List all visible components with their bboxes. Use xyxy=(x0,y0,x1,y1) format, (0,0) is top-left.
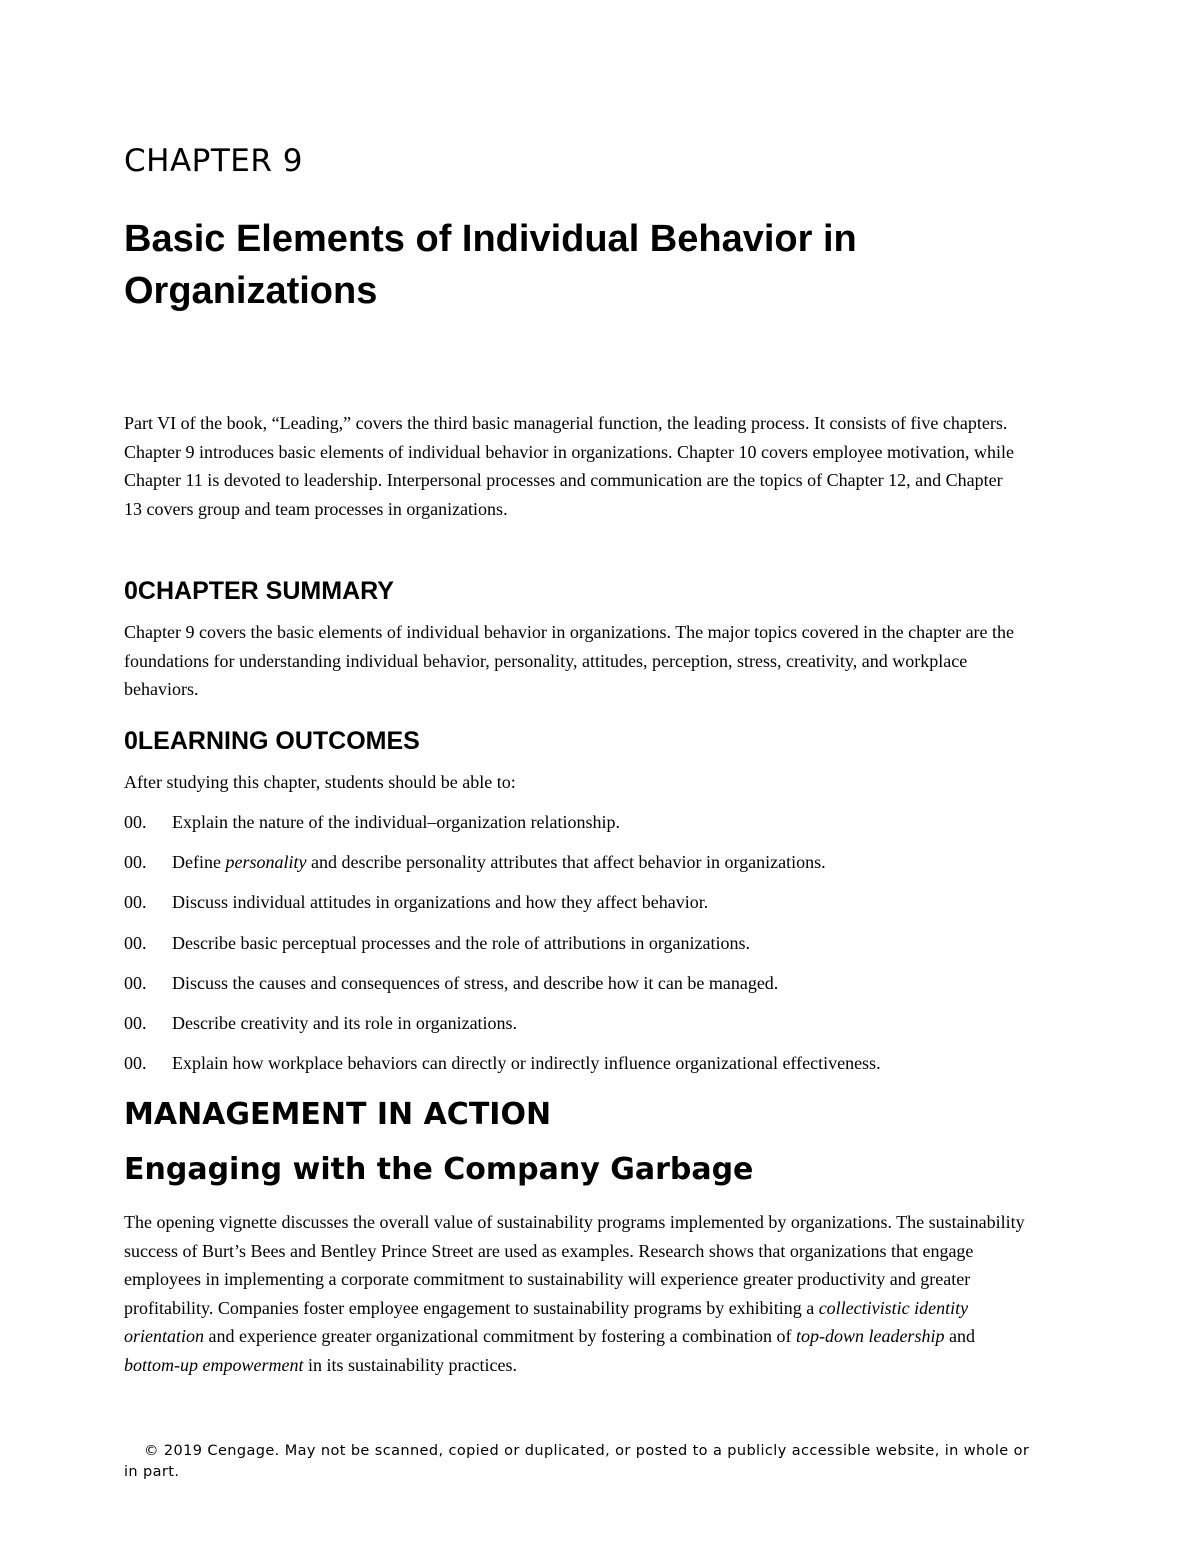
list-item xyxy=(124,1009,1044,1049)
list-item-number: 00. xyxy=(124,972,147,993)
list-item-text: Explain how workplace behaviors can directly or indirectly influence organizational effectiveness. xyxy=(172,1053,881,1074)
copyright-footer: © 2019 Cengage. May not be scanned, copied or duplicated, or posted to a publicly accessible website, in whole or in part. xyxy=(124,1443,1030,1480)
list-item xyxy=(124,888,1044,928)
list-item-number: 00. xyxy=(124,852,147,873)
list-item-text: Explain the nature of the individual–organization relationship. xyxy=(172,812,621,832)
list-item xyxy=(124,808,1044,848)
chapter-label: CHAPTER 9 xyxy=(124,143,303,179)
management-in-action-heading: MANAGEMENT IN ACTION xyxy=(124,1097,552,1132)
list-item-text: Describe creativity and its role in organizations. xyxy=(172,1012,518,1033)
vignette-title: Engaging with the Company Garbage xyxy=(124,1152,754,1187)
chapter-title: Basic Elements of Individual Behavior in Organizations xyxy=(124,218,857,312)
list-item-number: 00. xyxy=(124,932,147,953)
list-item xyxy=(124,929,1044,969)
chapter-summary-heading: 0CHAPTER SUMMARY xyxy=(124,577,394,605)
list-item xyxy=(124,848,1044,888)
emphasis-term: top-down leadership xyxy=(795,1326,945,1346)
intro-paragraph: Part VI of the book, “Leading,” covers the third basic managerial function, the leading process. It consists of five chapters. Chapter 9 introduces basic elements of individual behavior in organizations. Chapter 10 covers employee motivation, while Chapter 11 is devoted to leadership. Interpersonal processes and communication are the topics of Chapter 12, and Chapter 13 covers group and team processes in organizations. xyxy=(124,413,1014,519)
vignette-paragraph: The opening vignette discusses the overall value of sustainability programs implemented by organizations. The sustainability success of Burt’s Bees and Bentley Prince Street are used as examples. Research shows that organizations that engage employees in implementing a corporate commitment to sustainability will experience greater productivity and greater profitability. Companies foster employee engagement to sustainability programs by exhibiting a collectivistic identity orientation and experience greater organizational commitment by fostering a combination of top-down leadership and bottom-up empowerment in its sustainability practices. xyxy=(124,1212,1025,1375)
list-item-number: 00. xyxy=(124,1053,147,1074)
learning-outcomes-heading: 0LEARNING OUTCOMES xyxy=(124,727,420,755)
list-item-number: 00. xyxy=(124,1012,147,1033)
emphasis-term: personality xyxy=(225,852,307,873)
list-item xyxy=(124,969,1044,1009)
emphasis-term: bottom-up empowerment xyxy=(124,1354,304,1375)
learning-outcomes-intro: After studying this chapter, students should be able to: xyxy=(124,772,516,792)
chapter-summary-text: Chapter 9 covers the basic elements of individual behavior in organizations. The major topics covered in the chapter are the foundations for understanding individual behavior, personality, attitudes, perception, stress, creativity, and workplace behaviors. xyxy=(124,622,1015,699)
list-item xyxy=(124,1049,1044,1089)
emphasis-term: collectivistic identity orientation xyxy=(124,1297,969,1346)
list-item-text: Discuss the causes and consequences of stress, and describe how it can be managed. xyxy=(172,972,779,993)
list-item-text: Describe basic perceptual processes and the role of attributions in organizations. xyxy=(172,932,750,953)
list-item-text: Define personality and describe personality attributes that affect behavior in organizations. xyxy=(172,852,826,873)
learning-outcomes-list xyxy=(124,808,1044,1089)
list-item-number: 00. xyxy=(124,892,147,913)
list-item-text: Discuss individual attitudes in organizations and how they affect behavior. xyxy=(172,892,709,913)
list-item-number: 00. xyxy=(124,812,147,832)
